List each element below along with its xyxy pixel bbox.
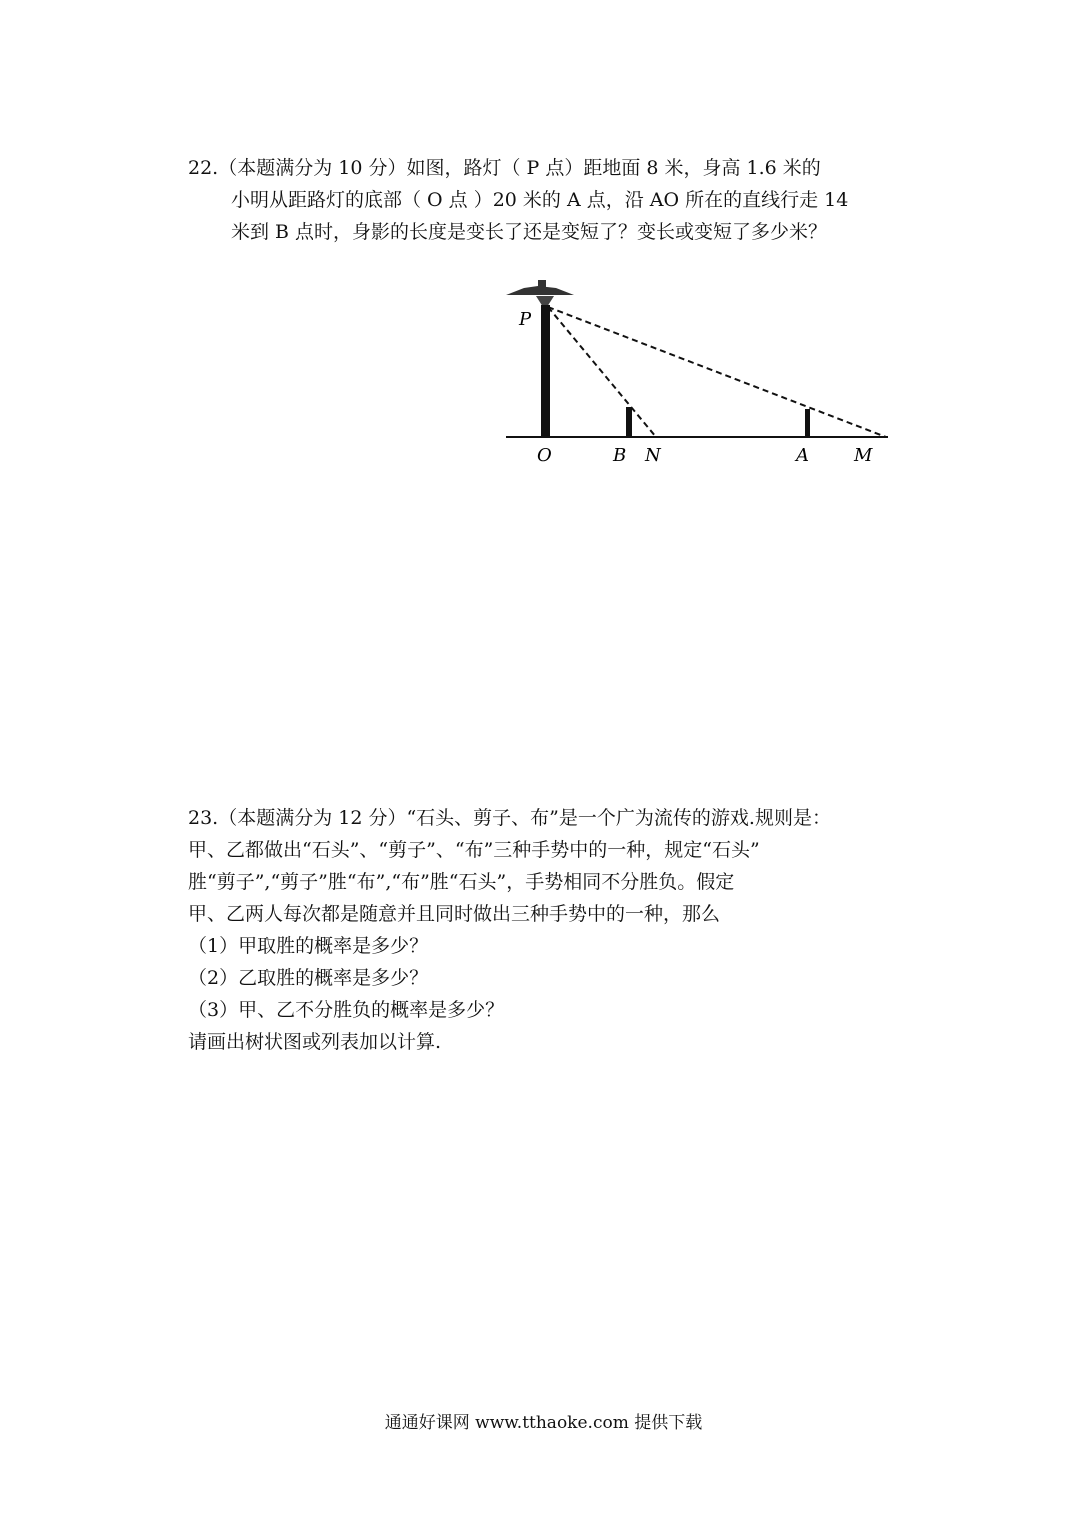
- question-2: （2）乙取胜的概率是多少？: [188, 967, 429, 989]
- label-O: O: [537, 445, 552, 466]
- lamp-pole: [541, 305, 550, 438]
- problem-22: [188, 152, 908, 248]
- closing-instruction: 请画出树状图或列表加以计算.: [188, 1031, 442, 1053]
- label-N: N: [645, 445, 661, 466]
- problem-23-line-3: 胜“剪子”,“剪子”胜“布”,“布”胜“石头”，手势相同不分胜负。假定: [188, 871, 735, 893]
- problem-23-line-2: 甲、乙都做出“石头”、“剪子”、“布”三种手势中的一种，规定“石头”: [188, 839, 760, 861]
- label-M: M: [854, 445, 873, 466]
- label-B: B: [613, 445, 627, 466]
- problem-23-line-4: 甲、乙两人每次都是随意并且同时做出三种手势中的一种，那么: [188, 903, 721, 925]
- problem-23-line-1: 23.（本题满分为 12 分）“石头、剪子、布”是一个广为流传的游戏.规则是：: [188, 807, 831, 829]
- problem-23: [188, 802, 908, 1058]
- ray-P-M: [548, 307, 886, 437]
- person-at-A: [805, 409, 810, 437]
- footer-credit: 通通好课网 www.tthaoke.com 提供下载: [384, 1413, 703, 1433]
- ray-P-N: [548, 307, 656, 437]
- label-P: P: [519, 309, 532, 330]
- problem-22-line-3: 米到 B 点时，身影的长度是变长了还是变短了？变长或变短了多少米？: [231, 221, 828, 243]
- problem-22-line-2: 小明从距路灯的底部（ O 点 ）20 米的 A 点，沿 AO 所在的直线行走 14: [231, 189, 849, 211]
- question-3: （3）甲、乙不分胜负的概率是多少？: [188, 999, 505, 1021]
- question-1: （1）甲取胜的概率是多少？: [188, 935, 429, 957]
- lamp-top: [538, 280, 546, 288]
- streetlight-diagram: [500, 275, 900, 470]
- label-A: A: [796, 445, 809, 466]
- problem-22-line-1: 22.（本题满分为 10 分）如图，路灯（ P 点）距地面 8 米，身高 1.6 米的: [188, 157, 821, 179]
- person-at-B: [626, 407, 632, 437]
